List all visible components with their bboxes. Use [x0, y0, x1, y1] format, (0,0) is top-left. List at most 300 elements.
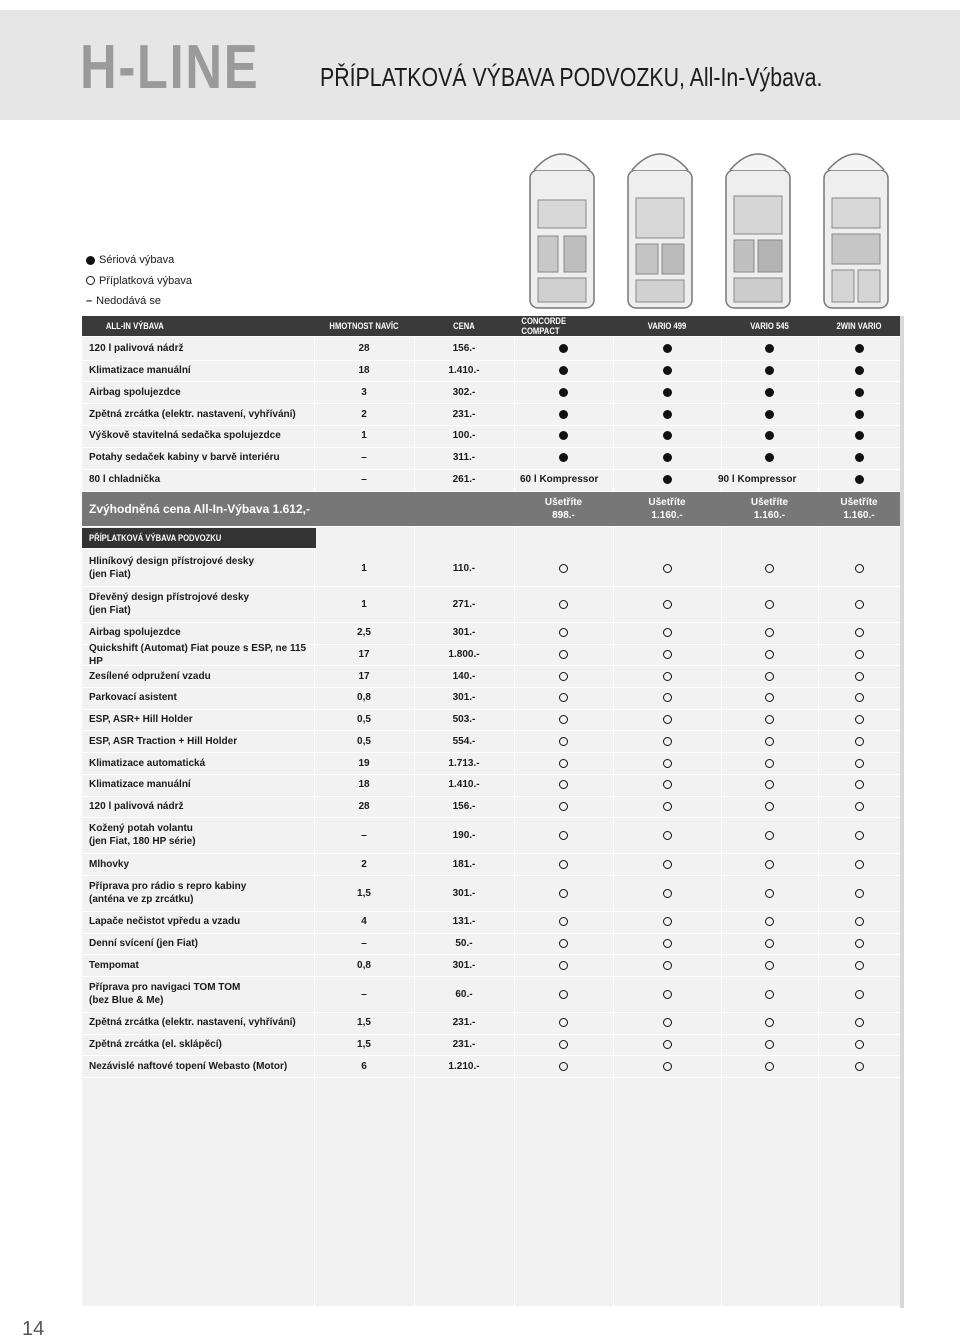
optional-cell	[613, 1056, 721, 1078]
fridge-large-label: 90 l Kompressor	[718, 474, 797, 486]
open-circle-icon	[559, 600, 568, 609]
row-name-text	[89, 642, 314, 668]
open-circle-icon	[765, 1062, 774, 1071]
row-weight: 0,8	[357, 959, 371, 971]
optional-cell	[818, 687, 900, 709]
optional-row	[82, 976, 900, 1012]
row-name-line1: Denní svícení (jen Fiat)	[89, 938, 198, 950]
optional-row	[82, 644, 900, 666]
optional-cell	[514, 622, 613, 644]
optional-cell	[721, 687, 818, 709]
optional-cell	[721, 875, 818, 911]
header-cell: VARIO 545	[750, 321, 789, 331]
open-circle-icon	[855, 1040, 864, 1049]
row-name-text	[89, 880, 246, 906]
row-name-line2: (jen Fiat, 180 HP série)	[89, 836, 196, 848]
row-price: 1.800.-	[448, 649, 480, 661]
open-circle-icon	[663, 1040, 672, 1049]
standard-cell	[721, 338, 818, 360]
optional-row	[82, 817, 900, 853]
filled-circle-icon	[765, 431, 774, 440]
floorplan-vario-499	[628, 154, 692, 308]
optional-cell	[613, 709, 721, 731]
optional-cell	[721, 853, 818, 875]
filled-circle-icon	[855, 344, 864, 353]
optional-cell	[514, 774, 613, 796]
optional-cell	[818, 911, 900, 933]
optional-cell	[721, 933, 818, 955]
row-price: 1.410.-	[448, 779, 480, 791]
optional-row	[82, 1034, 900, 1056]
open-circle-icon	[559, 860, 568, 869]
open-circle-icon	[855, 889, 864, 898]
open-circle-icon	[855, 990, 864, 999]
row-name	[89, 731, 314, 753]
optional-cell	[721, 622, 818, 644]
row-name-line2: (jen Fiat)	[89, 569, 131, 580]
optional-cell	[818, 1056, 900, 1078]
row-name-text	[89, 670, 211, 683]
savings-cell	[514, 492, 613, 526]
legend-optional	[86, 271, 192, 292]
optional-row	[82, 1056, 900, 1078]
standard-cell	[613, 403, 721, 425]
row-name	[89, 622, 314, 644]
standard-cell	[818, 360, 900, 382]
table-shadow	[900, 316, 904, 1308]
allin-row	[82, 403, 900, 425]
filled-circle-icon	[86, 256, 95, 265]
filled-circle-icon	[663, 410, 672, 419]
section-header-optional	[82, 528, 316, 548]
optional-cell	[613, 774, 721, 796]
filled-circle-icon	[765, 344, 774, 353]
row-price: 271.-	[452, 598, 476, 610]
row-name-line1: Parkovací asistent	[89, 692, 177, 704]
row-weight: 17	[358, 649, 370, 661]
row-name-line1: Zesílené odpružení vzadu	[89, 670, 211, 682]
open-circle-icon	[765, 990, 774, 999]
optional-cell	[818, 709, 900, 731]
section-title: PŘÍPLATKOVÁ VÝBAVA PODVOZKU	[89, 533, 222, 543]
open-circle-icon	[559, 1062, 568, 1071]
row-price: 261.-	[452, 474, 476, 486]
row-price: 50.-	[455, 938, 473, 950]
filled-circle-icon	[855, 475, 864, 484]
row-name-text	[89, 626, 181, 639]
vehicle-floorplans-illustration	[522, 140, 900, 312]
optional-cell	[721, 1056, 818, 1078]
open-circle-icon	[663, 600, 672, 609]
row-name-text	[89, 1038, 222, 1051]
optional-cell	[514, 1012, 613, 1034]
open-circle-icon	[663, 1062, 672, 1071]
allin-row	[82, 360, 900, 382]
open-circle-icon	[855, 961, 864, 970]
optional-cell	[818, 853, 900, 875]
row-weight: –	[361, 938, 367, 950]
allin-row	[82, 447, 900, 469]
savings-value-block	[840, 496, 877, 522]
row-weight: 2	[361, 408, 367, 420]
standard-cell	[613, 360, 721, 382]
header-cell: 2WIN VARIO	[836, 321, 882, 331]
optional-cell	[514, 976, 613, 1012]
optional-cell	[613, 1034, 721, 1056]
optional-cell	[818, 774, 900, 796]
optional-row	[82, 853, 900, 875]
dash-icon: –	[86, 295, 93, 308]
optional-cell	[514, 875, 613, 911]
legend	[86, 250, 192, 312]
optional-cell	[721, 709, 818, 731]
standard-cell	[818, 382, 900, 404]
fridge-compact-label: 60 l Kompressor	[520, 474, 599, 486]
row-name	[89, 586, 314, 622]
row-name-line2: (jen Fiat)	[89, 605, 131, 616]
legend-optional-label: Příplatková výbava	[99, 274, 192, 287]
open-circle-icon	[855, 737, 864, 746]
open-circle-icon	[855, 600, 864, 609]
open-circle-icon	[765, 917, 774, 926]
optional-row	[82, 550, 900, 586]
row-weight: 0,5	[357, 714, 371, 726]
optional-cell	[721, 586, 818, 622]
optional-cell	[818, 976, 900, 1012]
row-weight: 4	[361, 916, 367, 928]
open-circle-icon	[855, 831, 864, 840]
open-circle-icon	[765, 693, 774, 702]
row-name-line1: Zpětná zrcátka (el. sklápěcí)	[89, 1039, 222, 1051]
row-name-text	[89, 1060, 287, 1073]
optional-cell	[613, 665, 721, 687]
open-circle-icon	[559, 564, 568, 573]
row-price: 156.-	[452, 800, 476, 812]
row-name-text	[89, 822, 196, 848]
row-name-line2: (bez Blue & Me)	[89, 995, 164, 1007]
filled-circle-icon	[559, 453, 568, 462]
header-cell: VARIO 499	[647, 321, 687, 331]
optional-cell	[818, 752, 900, 774]
optional-cell	[721, 796, 818, 818]
optional-row	[82, 687, 900, 709]
row-price: 231.-	[452, 408, 476, 420]
open-circle-icon	[765, 737, 774, 746]
open-circle-icon	[855, 672, 864, 681]
filled-circle-icon	[855, 453, 864, 462]
row-weight: –	[361, 988, 367, 1000]
filled-circle-icon	[663, 388, 672, 397]
open-circle-icon	[765, 961, 774, 970]
open-circle-icon	[855, 650, 864, 659]
open-circle-icon	[663, 990, 672, 999]
row-weight: 17	[358, 670, 370, 682]
row-name	[89, 817, 314, 853]
row-name-text	[89, 800, 184, 813]
row-name-text	[89, 915, 240, 928]
optional-row	[82, 709, 900, 731]
row-price: 1.713.-	[448, 757, 480, 769]
row-name-text	[89, 691, 177, 704]
optional-cell	[514, 752, 613, 774]
optional-cell	[818, 731, 900, 753]
filled-circle-icon	[559, 366, 568, 375]
optional-cell	[613, 933, 721, 955]
row-weight: 2,5	[357, 627, 371, 639]
open-circle-icon	[559, 889, 568, 898]
savings-cell	[721, 492, 818, 526]
filled-circle-icon	[663, 453, 672, 462]
optional-cell	[514, 731, 613, 753]
open-circle-icon	[559, 961, 568, 970]
optional-cell	[721, 1012, 818, 1034]
optional-cell	[818, 644, 900, 666]
filled-circle-icon	[559, 431, 568, 440]
row-name	[89, 644, 314, 666]
open-circle-icon	[559, 1040, 568, 1049]
open-circle-icon	[559, 737, 568, 746]
row-name	[89, 1056, 314, 1078]
row-name	[89, 550, 314, 586]
open-circle-icon	[663, 939, 672, 948]
row-name: Airbag spolujezdce	[89, 386, 181, 398]
row-name	[89, 976, 314, 1012]
optional-row	[82, 665, 900, 687]
row-name-line1: ESP, ASR+ Hill Holder	[89, 714, 193, 726]
filled-circle-icon	[559, 344, 568, 353]
savings-amount: 1.160.-	[843, 510, 875, 521]
optional-cell	[818, 875, 900, 911]
row-name-line1: Klimatizace automatická	[89, 757, 206, 769]
row-price: 301.-	[452, 959, 476, 971]
optional-cell	[818, 622, 900, 644]
optional-cell	[613, 622, 721, 644]
page-number: 14	[22, 1318, 45, 1340]
allin-row	[82, 382, 900, 404]
optional-row	[82, 911, 900, 933]
open-circle-icon	[663, 961, 672, 970]
savings-title: Zvýhodněná cena All-In-Výbava 1.612,-	[89, 502, 310, 516]
open-circle-icon	[765, 939, 774, 948]
filled-circle-icon	[765, 453, 774, 462]
row-name-line1: Airbag spolujezdce	[89, 627, 181, 639]
optional-cell	[514, 911, 613, 933]
row-weight: –	[361, 829, 367, 841]
optional-cell	[514, 1056, 613, 1078]
savings-label: Ušetříte	[750, 497, 789, 508]
optional-cell	[514, 954, 613, 976]
row-name	[89, 796, 314, 818]
header-cell: CONCORDE COMPACT	[521, 316, 567, 336]
optional-row	[82, 586, 900, 622]
legend-na-label: Nedodává se	[96, 295, 161, 308]
row-name-line1: Nezávislé naftové topení Webasto (Motor)	[89, 1060, 288, 1072]
standard-cell	[818, 447, 900, 469]
row-name	[89, 933, 314, 955]
row-name-text	[89, 959, 139, 972]
open-circle-icon	[663, 715, 672, 724]
row-price: 231.-	[452, 1017, 476, 1029]
standard-cell	[721, 425, 818, 447]
filled-circle-icon	[765, 388, 774, 397]
standard-cell	[613, 469, 721, 491]
header-cell: CENA	[453, 321, 475, 331]
open-circle-icon	[86, 276, 95, 285]
row-price: 110.-	[452, 562, 476, 574]
savings-label: Ušetříte	[840, 497, 878, 508]
optional-cell	[514, 586, 613, 622]
filled-circle-icon	[663, 344, 672, 353]
row-name-line1: Příprava pro navigaci TOM TOM	[89, 982, 241, 994]
optional-cell	[514, 709, 613, 731]
savings-value-block	[648, 496, 685, 522]
row-name-line1: Mlhovky	[89, 858, 130, 870]
open-circle-icon	[559, 831, 568, 840]
open-circle-icon	[765, 628, 774, 637]
savings-label: Ušetříte	[648, 497, 686, 508]
filled-circle-icon	[663, 431, 672, 440]
row-price: 156.-	[452, 343, 476, 355]
optional-cell	[613, 796, 721, 818]
optional-cell	[613, 976, 721, 1012]
row-name-line1: Klimatizace manuální	[89, 779, 191, 791]
row-name-line2: (anténa ve zp zrcátku)	[89, 894, 194, 905]
open-circle-icon	[765, 650, 774, 659]
open-circle-icon	[663, 1018, 672, 1027]
allin-row	[82, 425, 900, 447]
table-header	[82, 316, 900, 336]
optional-cell	[818, 1012, 900, 1034]
savings-amount: 1.160.-	[753, 510, 786, 521]
open-circle-icon	[559, 939, 568, 948]
row-name	[89, 1034, 314, 1056]
optional-cell	[721, 752, 818, 774]
fridge-row	[82, 469, 900, 491]
row-weight: 28	[358, 343, 370, 355]
row-price: 301.-	[452, 887, 476, 899]
optional-cell	[721, 1034, 818, 1056]
optional-cell	[721, 774, 818, 796]
row-price: 301.-	[452, 627, 476, 639]
open-circle-icon	[559, 628, 568, 637]
row-weight: 1,5	[357, 887, 371, 899]
row-name: Klimatizace manuální	[89, 365, 191, 377]
standard-cell	[514, 447, 613, 469]
row-name	[89, 709, 314, 731]
row-name-line1: Tempomat	[89, 959, 139, 971]
standard-cell	[818, 403, 900, 425]
row-price: 181.-	[452, 858, 476, 870]
optional-cell	[721, 911, 818, 933]
standard-cell	[818, 469, 900, 491]
open-circle-icon	[765, 759, 774, 768]
optional-cell	[514, 550, 613, 586]
open-circle-icon	[765, 1018, 774, 1027]
row-weight: 1,5	[357, 1017, 371, 1029]
savings-cell	[613, 492, 721, 526]
open-circle-icon	[765, 1040, 774, 1049]
optional-cell	[613, 911, 721, 933]
optional-row	[82, 774, 900, 796]
optional-cell	[613, 817, 721, 853]
optional-cell	[613, 853, 721, 875]
filled-circle-icon	[855, 410, 864, 419]
standard-cell	[721, 447, 818, 469]
row-name-line1: ESP, ASR Traction + Hill Holder	[89, 735, 238, 747]
row-name-line1: Zpětná zrcátka (elektr. nastavení, vyhřívání)	[89, 1017, 296, 1029]
row-name-line1: Dřevěný design přístrojové desky	[89, 592, 250, 603]
optional-row	[82, 752, 900, 774]
row-weight: 19	[358, 757, 370, 769]
optional-cell	[721, 731, 818, 753]
row-name: Výškově stavitelná sedačka spolujezdce	[89, 430, 281, 442]
savings-label: Ušetříte	[544, 497, 583, 508]
header-cell: HMOTNOST NAVÍC	[329, 321, 399, 331]
open-circle-icon	[663, 889, 672, 898]
optional-cell	[818, 550, 900, 586]
optional-cell	[613, 1012, 721, 1034]
row-weight: 2	[361, 858, 367, 870]
optional-cell	[613, 752, 721, 774]
standard-cell	[818, 338, 900, 360]
standard-cell	[514, 425, 613, 447]
open-circle-icon	[663, 672, 672, 681]
open-circle-icon	[765, 672, 774, 681]
row-name-text	[89, 937, 198, 950]
row-name-text	[89, 1016, 296, 1029]
open-circle-icon	[855, 715, 864, 724]
open-circle-icon	[663, 650, 672, 659]
optional-row	[82, 933, 900, 955]
row-name-text	[89, 735, 237, 748]
row-name	[89, 687, 314, 709]
row-name-line1: Hliníkový design přístrojové desky	[89, 556, 255, 567]
legend-standard-label: Sériová výbava	[99, 254, 175, 267]
filled-circle-icon	[765, 410, 774, 419]
open-circle-icon	[765, 780, 774, 789]
open-circle-icon	[855, 917, 864, 926]
filled-circle-icon	[855, 388, 864, 397]
row-weight: 6	[361, 1060, 367, 1072]
standard-cell	[721, 403, 818, 425]
filled-circle-icon	[855, 431, 864, 440]
row-name-text	[89, 757, 205, 770]
open-circle-icon	[663, 802, 672, 811]
open-circle-icon	[765, 831, 774, 840]
open-circle-icon	[855, 628, 864, 637]
open-circle-icon	[663, 737, 672, 746]
optional-cell	[514, 687, 613, 709]
row-weight: 18	[358, 779, 370, 791]
row-price: 503.-	[452, 714, 476, 726]
open-circle-icon	[559, 715, 568, 724]
optional-row	[82, 1012, 900, 1034]
row-name: Zpětná zrcátka (elektr. nastavení, vyhřívání)	[89, 408, 296, 420]
row-name: Potahy sedaček kabiny v barvě interiéru	[89, 452, 280, 464]
optional-cell	[613, 550, 721, 586]
row-weight: –	[361, 452, 367, 464]
standard-cell	[514, 338, 613, 360]
open-circle-icon	[559, 990, 568, 999]
optional-cell	[818, 954, 900, 976]
legend-na	[86, 291, 192, 312]
optional-cell	[818, 796, 900, 818]
row-weight: –	[361, 474, 367, 486]
open-circle-icon	[559, 917, 568, 926]
row-weight: 1	[361, 430, 367, 442]
open-circle-icon	[765, 889, 774, 898]
open-circle-icon	[855, 693, 864, 702]
